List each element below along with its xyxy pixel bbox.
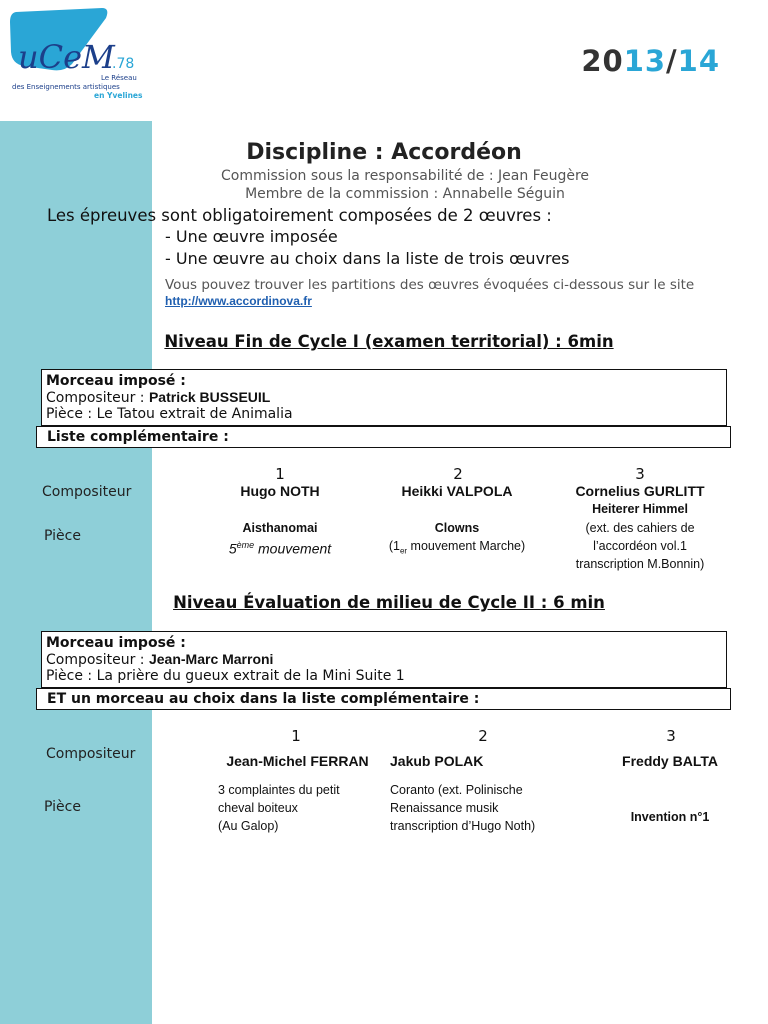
level2-composer-3: Freddy BALTA — [622, 753, 718, 769]
level1-piece-3-title: Heiterer Himmel — [592, 502, 688, 516]
level1-piece-3-detail: (ext. des cahiers de l’accordéon vol.1 transcription M.Bonnin) — [575, 521, 705, 571]
level2-imposed-composer: Jean-Marc Marroni — [148, 651, 274, 667]
level2-imposed-heading: Morceau imposé : — [46, 635, 186, 651]
level1-composer-1: Hugo NOTH — [240, 483, 320, 499]
level1-composer-line: Compositeur : Patrick BUSSEUIL — [46, 389, 271, 406]
level1-col-num-3: 3 — [635, 465, 645, 483]
level2-composer-row-label: Compositeur — [46, 746, 136, 762]
level1-piece-1-detail: 5ème mouvement — [228, 540, 332, 557]
level2-composer-line: Compositeur : Jean-Marc Marroni — [46, 651, 274, 668]
logo-badge-icon — [6, 6, 146, 102]
level2-composer-1: Jean-Michel FERRAN — [226, 753, 369, 769]
school-year: 2013/14 — [581, 44, 720, 78]
logo-brand: uCeM — [18, 38, 115, 76]
level1-composer-2: Heikki VALPOLA — [401, 483, 513, 499]
level1-piece-2-title: Clowns — [434, 521, 480, 535]
level1-piece-row-label: Pièce — [44, 528, 81, 544]
rule-item-1: - Une œuvre imposée — [165, 227, 338, 246]
level2-piece-1: 3 complaintes du petit cheval boiteux (Au Galop) — [218, 783, 340, 833]
level1-list-box — [36, 426, 731, 448]
level1-imposed-composer: Patrick BUSSEUIL — [148, 389, 271, 405]
level1-imposed-heading: Morceau imposé : — [46, 373, 186, 389]
level2-piece-row-label: Pièce — [44, 799, 81, 815]
level2-col-num-2: 2 — [478, 727, 488, 745]
level1-piece-1-title: Aisthanomai — [242, 521, 318, 535]
rule-item-2: - Une œuvre au choix dans la liste de trois œuvres — [165, 249, 570, 268]
level2-col-num-3: 3 — [666, 727, 676, 745]
level2-piece-3: Invention n°1 — [630, 810, 710, 824]
level2-list-box — [36, 688, 731, 710]
page-title: Discipline : Accordéon — [246, 140, 522, 165]
sidebar-band — [0, 121, 152, 1024]
logo-line3: en Yvelines — [94, 91, 143, 100]
level1-imposed-box — [41, 369, 727, 426]
member-line: Membre de la commission : Annabelle Séguin — [245, 186, 565, 202]
level1-list-label: Liste complémentaire : — [47, 429, 229, 445]
level2-col-num-1: 1 — [291, 727, 301, 745]
scores-note: Vous pouvez trouver les partitions des œuvres évoquées ci-dessous sur le site — [165, 277, 695, 293]
level1-col-num-2: 2 — [453, 465, 463, 483]
level1-col-num-1: 1 — [275, 465, 285, 483]
level2-title: Niveau Évaluation de milieu de Cycle II : 6 min — [173, 593, 605, 612]
level2-piece-2: Coranto (ext. Polinische Renaissance musik transcription d’Hugo Noth) — [390, 783, 536, 833]
ucem-logo — [6, 6, 146, 102]
logo-line2: des Enseignements artistiques — [12, 83, 120, 91]
level2-piece-line: Pièce : La prière du gueux extrait de la Mini Suite 1 — [46, 668, 405, 684]
logo-line1: Le Réseau — [101, 74, 137, 82]
rule-text: Les épreuves sont obligatoirement composées de 2 œuvres : — [47, 206, 552, 225]
level2-list-label: ET un morceau au choix dans la liste complémentaire : — [47, 691, 480, 707]
level1-piece-2-detail: ($1_{er}$ mouvement Marche) — [388, 539, 526, 556]
commission-line: Commission sous la responsabilité de : Jean Feugère — [220, 168, 590, 184]
level1-piece-line: Pièce : Le Tatou extrait de Animalia — [46, 406, 293, 422]
logo-suffix: .78 — [112, 56, 135, 72]
level2-imposed-box — [41, 631, 727, 688]
level1-composer-3: Cornelius GURLITT — [575, 483, 705, 499]
level2-composer-2: Jakub POLAK — [390, 753, 484, 769]
accordinova-link[interactable]: http://www.accordinova.fr — [165, 294, 312, 308]
level1-composer-row-label: Compositeur — [42, 484, 132, 500]
level1-title: Niveau Fin de Cycle I (examen territorial) : 6min — [164, 332, 614, 351]
